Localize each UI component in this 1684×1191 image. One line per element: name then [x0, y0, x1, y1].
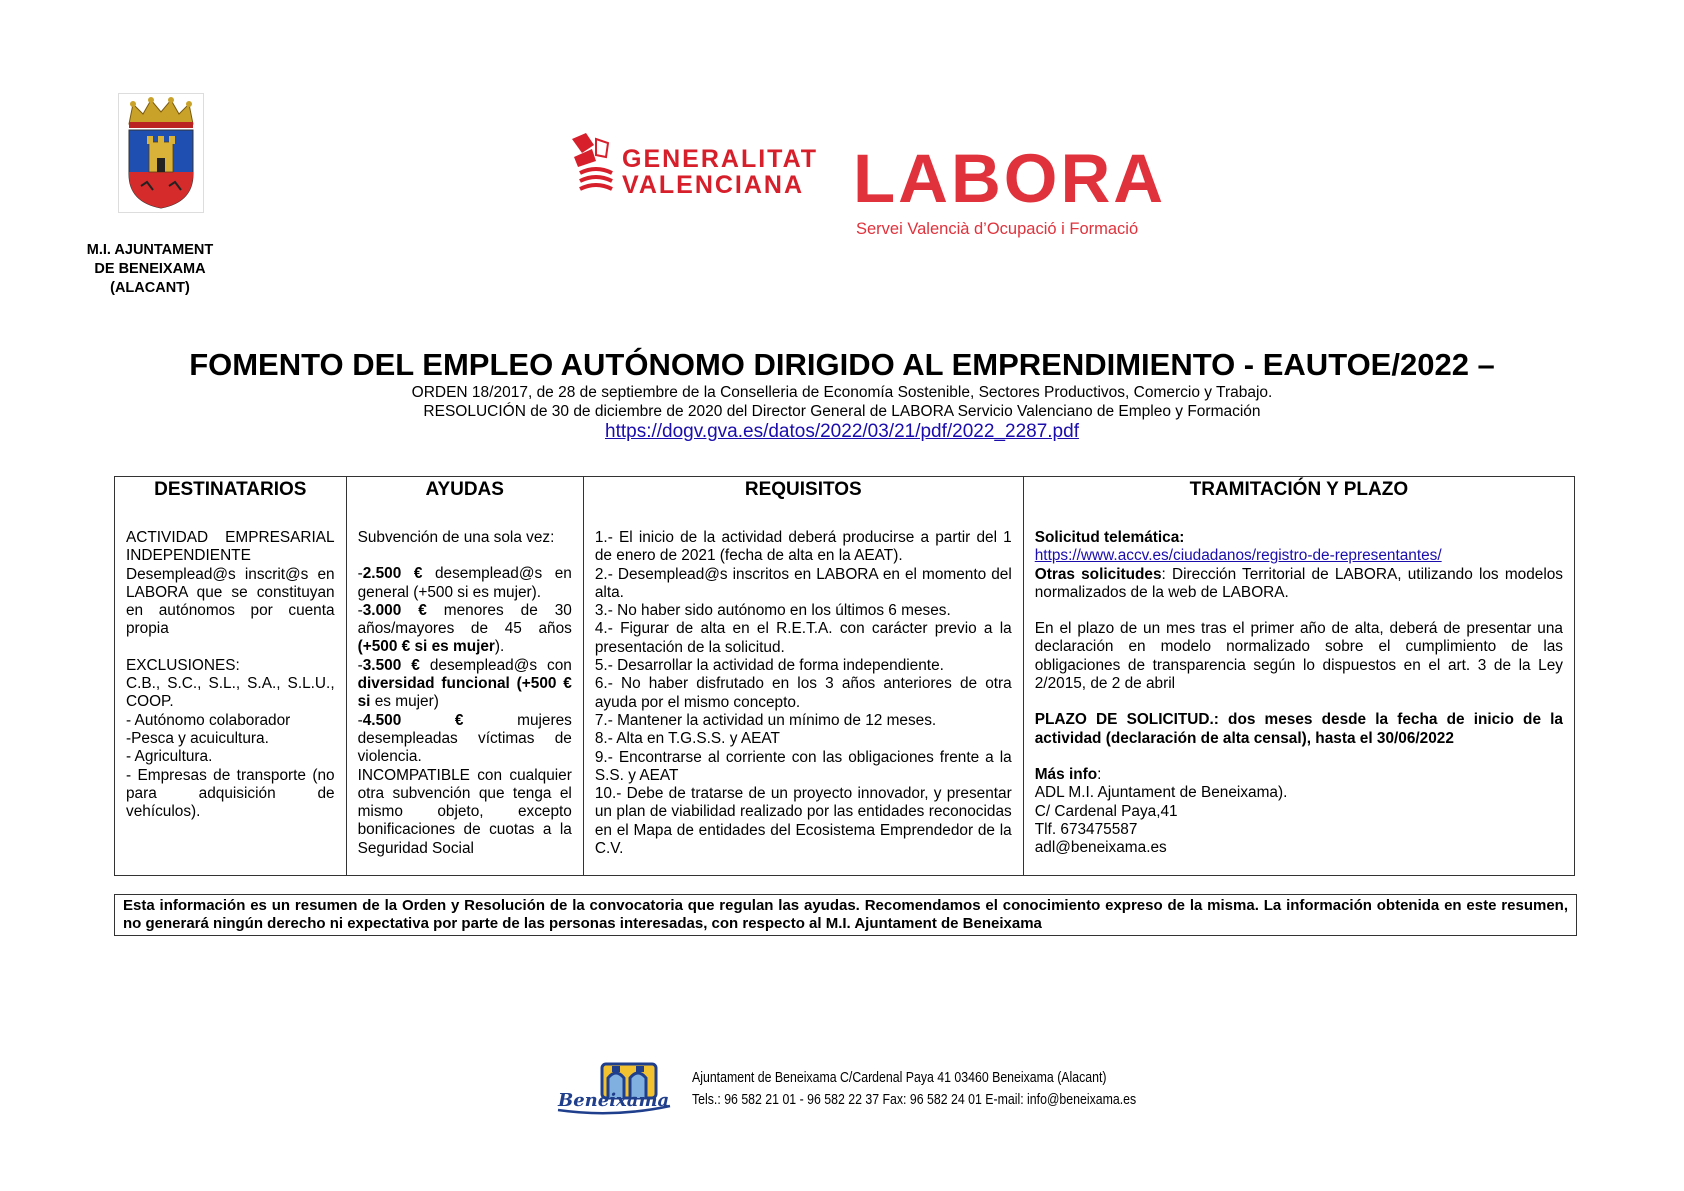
generalitat-line-2: VALENCIANA	[622, 171, 805, 199]
header-tramitacion: TRAMITACIÓN Y PLAZO	[1023, 477, 1574, 512]
exclusion-item: C.B., S.C., S.L., S.A., S.L.U., COOP.	[126, 675, 335, 711]
ayuda-item-1: -2.500 € desemplead@s en general (+500 si es mujer).	[357, 565, 572, 601]
footer-logo-text: Beneixama	[558, 1090, 670, 1111]
page-title: FOMENTO DEL EMPLEO AUTÓNOMO DIRIGIDO AL EMPRENDIMIENTO - EAUTOE/2022 –	[189, 347, 1495, 382]
requisito-item: 6.- No haber disfrutado en los 3 años anteriores de otra ayuda por el mismo concepto.	[594, 675, 1012, 711]
dogv-link[interactable]: https://dogv.gva.es/datos/2022/03/21/pdf/2022_2287.pdf	[605, 421, 1079, 442]
ayuda-text: desemplead@s en general (+500 si es mujer).	[357, 565, 572, 601]
footer-address	[692, 1067, 1136, 1111]
ayuda-text-end: es mujer)	[370, 693, 439, 711]
header-ayudas: AYUDAS	[346, 477, 583, 512]
ayuda-amount: 4.500 €	[362, 711, 464, 729]
ayuda-amount: 3.000 €	[362, 601, 427, 619]
municipality-name	[60, 241, 240, 298]
subtitle-orden: ORDEN 18/2017, de 28 de septiembre de la Conselleria de Economía Sostenible, Sectores Productivos, Comercio y Trabajo.	[411, 384, 1273, 401]
ayuda-amount: 2.500 €	[362, 565, 423, 583]
mas-info	[1035, 766, 1563, 784]
ayuda-bonus: (+500 € si es mujer	[357, 638, 495, 656]
table-row	[115, 511, 1575, 876]
requisito-item: 2.- Desemplead@s inscritos en LABORA en el momento del alta.	[594, 565, 1012, 601]
requisito-item: 10.- Debe de tratarse de un proyecto innovador, y presentar un plan de viabilidad realizado por las entidades reconocidas en el Mapa de entidades del Ecosistema Emprendedor de la C.V.	[594, 785, 1012, 858]
ayuda-item-4: -4.500 € mujeres desempleadas víctimas de violencia.	[357, 711, 572, 766]
accv-link[interactable]: https://www.accv.es/ciudadanos/registro-de-representantes/	[1034, 547, 1442, 565]
generalitat-line-1: GENERALITAT	[622, 145, 819, 173]
ayuda-text-end: ).	[494, 638, 505, 656]
subtitle-resolucion: RESOLUCIÓN de 30 de diciembre de 2020 del Director General de LABORA Servicio Valenciano de Empleo y Formación	[423, 403, 1261, 420]
destinatarios-description: Desemplead@s inscrit@s en LABORA que se constituyan en autónomos por cuenta propia	[126, 565, 335, 638]
header-destinatarios: DESTINATARIOS	[115, 477, 347, 512]
cell-ayudas	[346, 511, 583, 876]
table-header-row	[115, 477, 1575, 512]
footer-address-line: Ajuntament de Beneixama C/Cardenal Paya 41 03460 Beneixama (Alacant)	[692, 1070, 1107, 1086]
contact-line: adl@beneixama.es	[1034, 839, 1167, 857]
municipality-line-1: M.I. AJUNTAMENT	[86, 242, 214, 258]
requisito-item: 4.- Figurar de alta en el R.E.T.A. con carácter previo a la presentación de la solicitud.	[594, 620, 1012, 656]
municipality-line-2: DE BENEIXAMA	[94, 261, 206, 277]
contact-line: C/ Cardenal Paya,41	[1034, 802, 1178, 820]
cell-tramitacion	[1023, 511, 1574, 876]
mas-info-label: Más info	[1034, 765, 1098, 783]
exclusion-item: - Empresas de transporte (no para adquisición de vehículos).	[126, 766, 335, 821]
plazo-solicitud: PLAZO DE SOLICITUD.: dos meses desde la fecha de inicio de la actividad (declaración de alta censal), hasta el 30/06/2022	[1034, 711, 1563, 747]
labora-subtitle: Servei Valencià d’Ocupació i Formació	[856, 220, 1139, 238]
ayuda-bonus: diversidad funcional (+500 € si	[357, 675, 572, 711]
exclusions-title: EXCLUSIONES:	[126, 656, 240, 674]
exclusion-item: -Pesca y acuicultura.	[126, 729, 269, 747]
footer-contact-line: Tels.: 96 582 21 01 - 96 582 22 37 Fax: 96 582 24 01 E-mail: info@beneixama.es	[692, 1092, 1137, 1108]
ayuda-item-3: -3.500 € desemplead@s con diversidad funcional (+500 € si es mujer)	[357, 656, 572, 711]
disclaimer-note: Esta información es un resumen de la Orden y Resolución de la convocatoria que regulan las ayudas. Recomendamos el conocimiento expreso de la misma. La información obtenida en este resumen, no generará ningún derecho ni expectativa por parte de las personas interesadas, con respecto al M.I. Ajuntament de Beneixama	[114, 894, 1577, 936]
exclusion-item: - Autónomo colaborador	[126, 711, 291, 729]
municipality-line-3: (ALACANT)	[110, 280, 190, 296]
cell-destinatarios	[115, 511, 347, 876]
transparency-note: En el plazo de un mes tras el primer año de alta, deberá de presentar una declaración en modelo normalizado sobre el cumplimiento de las obligaciones de transparencia según lo dispuestos en el art. 3 de la Ley 2/2015, de 2 de abril	[1034, 620, 1563, 693]
otras-solicitudes-text: : Dirección Territorial de LABORA, utilizando los modelos normalizados de la web de LABORA.	[1034, 565, 1563, 601]
beneixama-footer-logo	[554, 1060, 684, 1120]
municipal-crest-logo	[118, 93, 204, 213]
contact-line: Tlf. 673475587	[1034, 820, 1138, 838]
ayuda-item-2: -3.000 € menores de 30 años/mayores de 45 años (+500 € si es mujer).	[357, 601, 572, 656]
mas-info-colon: :	[1097, 765, 1102, 783]
requisito-item: 5.- Desarrollar la actividad de forma independiente.	[594, 657, 944, 675]
exclusion-item: - Agricultura.	[126, 748, 213, 766]
labora-logo: LABORA	[853, 140, 1167, 217]
ayuda-amount: 3.500 €	[362, 656, 420, 674]
info-table	[114, 476, 1575, 876]
ayuda-text: desemplead@s con	[419, 656, 572, 674]
ayuda-text: mujeres desempleadas víctimas de violencia.	[357, 711, 572, 766]
ayuda-text: menores de 30 años/mayores de 45 años	[357, 601, 572, 638]
otras-solicitudes	[1035, 566, 1563, 603]
requisito-item: 3.- No haber sido autónomo en los últimos 6 meses.	[594, 602, 951, 620]
cell-requisitos	[583, 511, 1023, 876]
contact-line: ADL M.I. Ajuntament de Beneixama).	[1034, 784, 1288, 802]
requisito-item: 7.- Mantener la actividad un mínimo de 12 meses.	[594, 711, 937, 729]
requisito-item: 1.- El inicio de la actividad deberá producirse a partir del 1 de enero de 2021 (fecha de alta en la AEAT).	[594, 529, 1012, 565]
header-requisitos: REQUISITOS	[583, 477, 1023, 512]
otras-solicitudes-label: Otras solicitudes	[1034, 565, 1162, 583]
generalitat-wordmark	[622, 146, 818, 198]
ayudas-intro: Subvención de una sola vez:	[357, 529, 555, 546]
requisito-item: 9.- Encontrarse al corriente con las obligaciones frente a la S.S. y AEAT	[594, 748, 1012, 784]
destinatarios-activity: ACTIVIDAD EMPRESARIAL INDEPENDIENTE	[126, 529, 335, 565]
requisito-item: 8.- Alta en T.G.S.S. y AEAT	[594, 730, 780, 748]
incompatibility-note: INCOMPATIBLE con cualquier otra subvención que tenga el mismo objeto, excepto bonificaciones de cuotas a la Seguridad Social	[357, 766, 572, 857]
solicitud-telematica-label: Solicitud telemática:	[1034, 529, 1185, 546]
